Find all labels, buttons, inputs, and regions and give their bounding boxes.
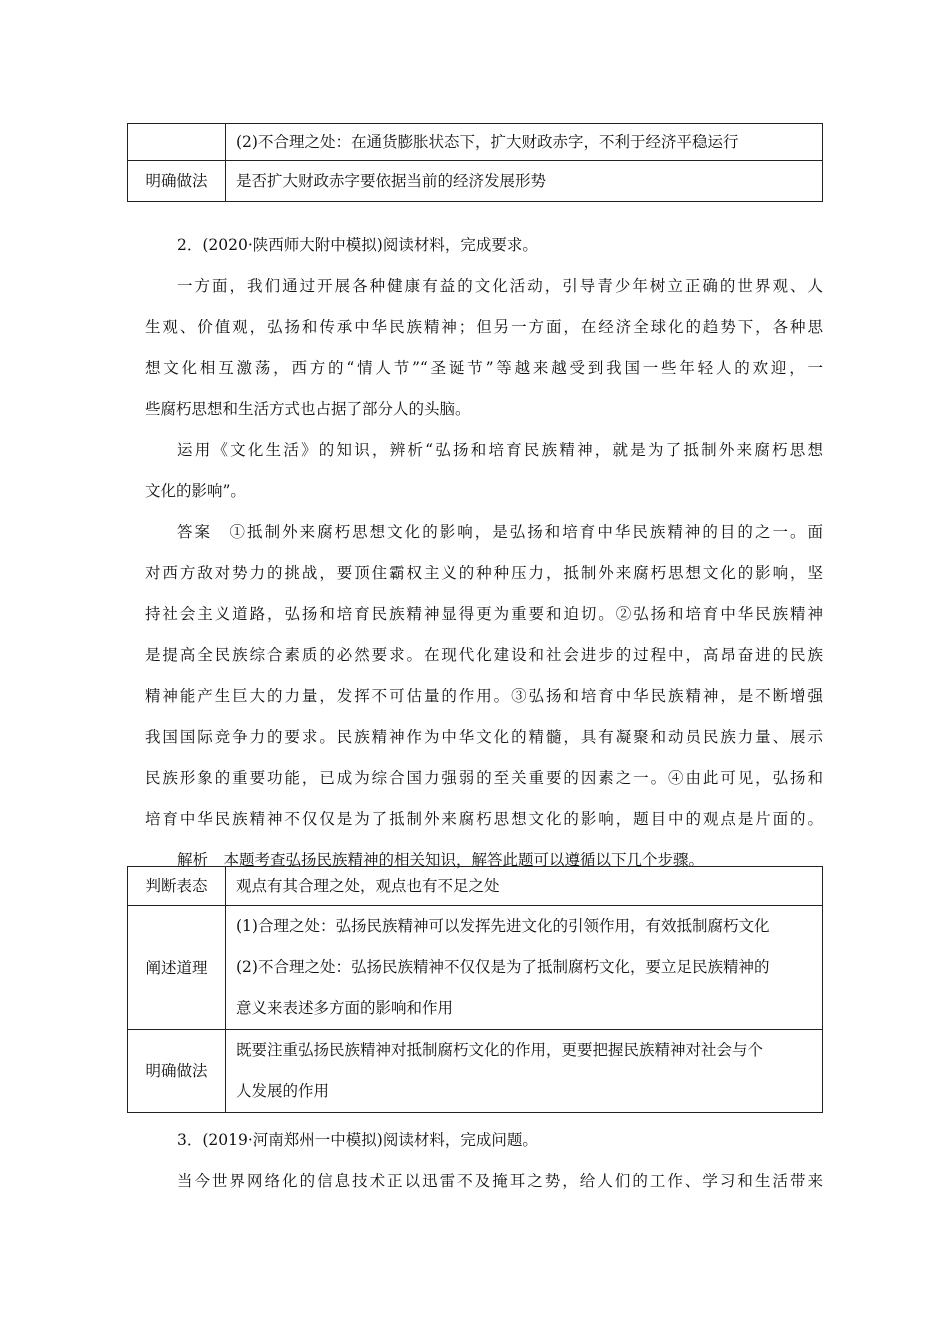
answer-line: 答案 ①抵制外来腐朽思想文化的影响，是弘扬和培育中华民族精神的目的之一。面 (177, 523, 823, 541)
answer-line: 精神能产生巨大的力量，发挥不可估量的作用。③弘扬和培育中华民族精神，是不断增强 (145, 687, 823, 705)
task-line: 运用《文化生活》的知识，辨析“弘扬和培育民族精神，就是为了抵制外来腐朽思想 (177, 441, 823, 459)
table-row-label: 判断表态 (128, 867, 226, 906)
answer-line: 持社会主义道路，弘扬和培育民族精神显得更为重要和迫切。②弘扬和培育中华民族精神 (145, 605, 823, 623)
table-row (128, 161, 823, 202)
table-row (128, 867, 823, 906)
table-cell-line: 既要注重弘扬民族精神对抵制腐朽文化的作用，更要把握民族精神对社会与个 (236, 1041, 764, 1059)
table-cell-line: 人发展的作用 (236, 1082, 330, 1100)
table-row-content: 是否扩大财政赤字要依据当前的经济发展形势 (226, 161, 823, 202)
table-row-content (226, 906, 823, 1030)
analysis-line: 解析 本题考查弘扬民族精神的相关知识，解答此题可以遵循以下几个步骤。 (177, 851, 705, 869)
material-line: 想文化相互激荡，西方的“情人节”“圣诞节”等越来越受到我国一些年轻人的欢迎，一 (145, 359, 823, 377)
answer-line: 对西方敌对势力的挑战，要顶住霸权主义的种种压力，抵制外来腐朽思想文化的影响，坚 (145, 564, 823, 582)
table-row-label: 阐述道理 (128, 906, 226, 1030)
material-line: 些腐朽思想和生活方式也占据了部分人的头脑。 (145, 400, 471, 418)
table-row (128, 906, 823, 1030)
material-line: 当今世界网络化的信息技术正以迅雷不及掩耳之势，给人们的工作、学习和生活带来 (177, 1172, 823, 1190)
material-line: 生观、价值观，弘扬和传承中华民族精神；但另一方面，在经济全球化的趋势下，各种思 (145, 318, 823, 336)
table-national-spirit (127, 866, 823, 1113)
question-2-heading: 2．(2020·陕西师大附中模拟)阅读材料，完成要求。 (177, 236, 538, 254)
question-3 (145, 1120, 823, 1202)
answer-line: 民族形象的重要功能，已成为综合国力强弱的至关重要的因素之一。④由此可见，弘扬和 (145, 769, 823, 787)
table-row-label (128, 124, 226, 161)
table-cell-line: (2)不合理之处：弘扬民族精神不仅仅是为了抵制腐朽文化，要立足民族精神的 (236, 958, 770, 976)
table-cell-line: (1)合理之处：弘扬民族精神可以发挥先进文化的引领作用，有效抵制腐朽文化 (236, 917, 770, 935)
table-cell-line: 观点有其合理之处，观点也有不足之处 (236, 877, 500, 895)
table-row-content: (2)不合理之处：在通货膨胀状态下，扩大财政赤字，不利于经济平稳运行 (226, 124, 823, 161)
table-row-label: 明确做法 (128, 161, 226, 202)
answer-line: 我国国际竞争力的要求。民族精神作为中华文化的精髓，具有凝聚和动员民族力量、展示 (145, 728, 823, 746)
material-line: 一方面，我们通过开展各种健康有益的文化活动，引导青少年树立正确的世界观、人 (177, 277, 823, 295)
table-row (128, 1030, 823, 1113)
table-financial-deficit (127, 123, 823, 202)
table-row-content (226, 867, 823, 906)
question-3-heading: 3．(2019·河南郑州一中模拟)阅读材料，完成问题。 (177, 1131, 538, 1149)
table-row-content (226, 1030, 823, 1113)
question-2 (145, 225, 823, 881)
table-cell-line: 意义来表述多方面的影响和作用 (236, 999, 454, 1017)
answer-line: 是提高全民族综合素质的必然要求。在现代化建设和社会进步的过程中，高昂奋进的民族 (145, 646, 823, 664)
table-row-label: 明确做法 (128, 1030, 226, 1113)
task-line: 文化的影响”。 (145, 482, 246, 500)
answer-line: 培育中华民族精神不仅仅是为了抵制外来腐朽思想文化的影响，题目中的观点是片面的。 (145, 810, 823, 828)
table-row (128, 124, 823, 161)
